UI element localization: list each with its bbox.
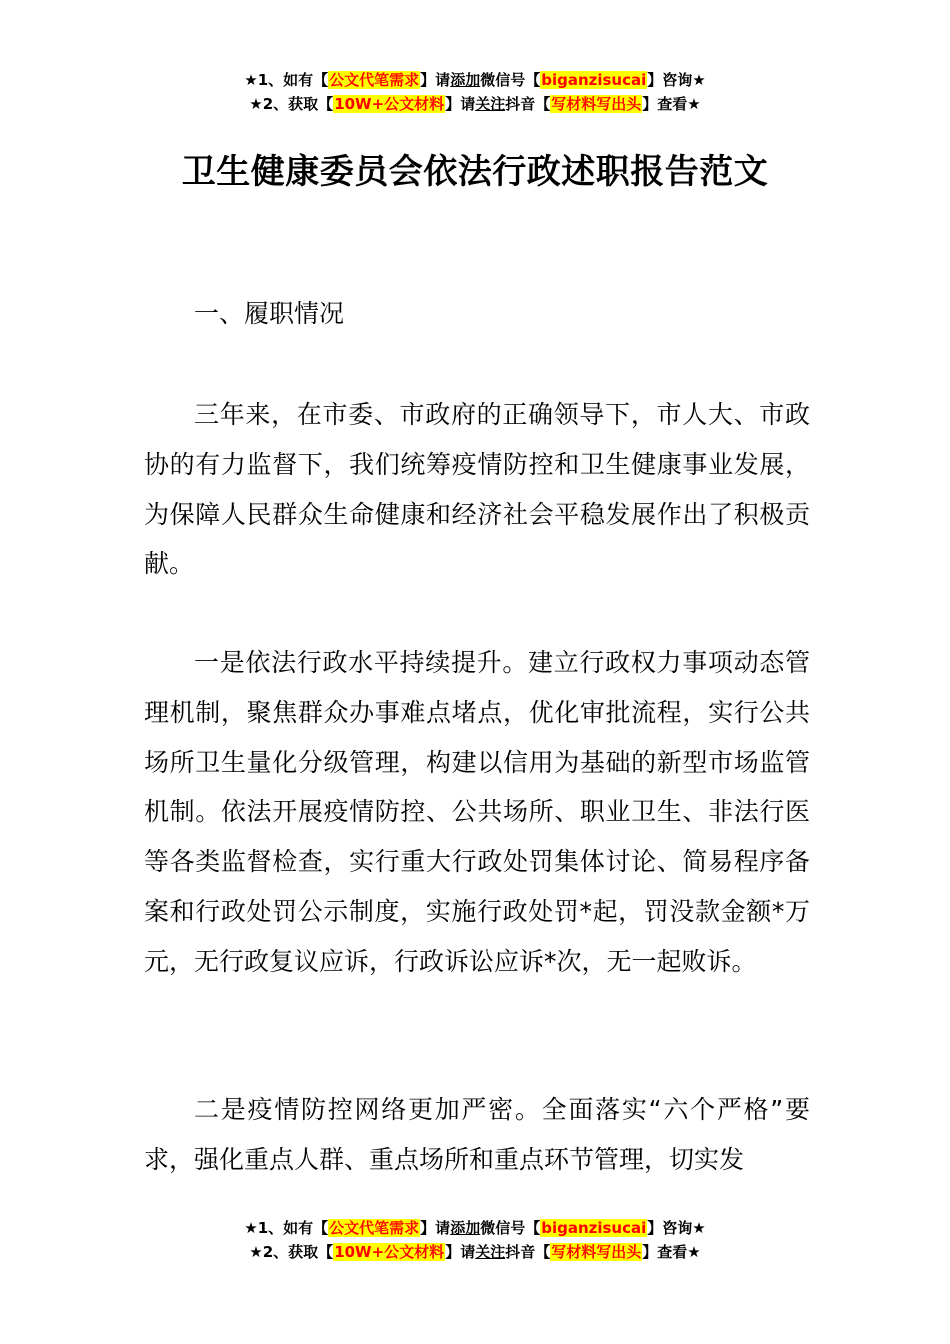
- banner-line-2: [0, 1240, 950, 1264]
- banner-text: ★1、如有【: [244, 1219, 329, 1237]
- banner-line-1: [0, 68, 950, 92]
- banner-text: 】咨询★: [647, 71, 706, 89]
- banner-text: ★2、获取【: [249, 1243, 334, 1261]
- banner-highlight: 10W+公文材料: [334, 1243, 445, 1261]
- banner-text: 微信号【: [480, 1219, 541, 1237]
- section-heading: 一、履职情况: [194, 299, 345, 328]
- banner-text: 】请: [420, 1219, 451, 1237]
- banner-highlight: 公文代笔需求: [329, 71, 420, 89]
- banner-text: ★2、获取【: [249, 95, 334, 113]
- banner-underlined-text: 关注: [475, 95, 506, 113]
- paragraph: 一是依法行政水平持续提升。建立行政权力事项动态管理机制，聚焦群众办事难点堵点，优化审批流程，实行公共场所卫生量化分级管理，构建以信用为基础的新型市场监管机制。依法开展疫情防控、公共场所、职业卫生、非法行医等各类监督检查，实行重大行政处罚集体讨论、简易程序备案和行政处罚公示制度，实施行政处罚*起，罚没款金额*万元，无行政复议应诉，行政诉讼应诉*次，无一起败诉。: [144, 648, 810, 976]
- banner-line-1: [0, 1216, 950, 1240]
- footer-banner: [0, 1216, 950, 1264]
- banner-text: 】请: [420, 71, 451, 89]
- banner-text: 微信号【: [480, 71, 541, 89]
- banner-text: 抖音【: [505, 1243, 551, 1261]
- banner-highlight: 10W+公文材料: [334, 95, 445, 113]
- banner-text: 】查看★: [642, 95, 701, 113]
- banner-line-2: [0, 92, 950, 116]
- banner-text: 】咨询★: [647, 1219, 706, 1237]
- banner-underlined-text: 添加: [450, 1219, 481, 1237]
- banner-underlined-text: 添加: [450, 71, 481, 89]
- banner-highlight: 公文代笔需求: [329, 1219, 420, 1237]
- paragraph: 三年来，在市委、市政府的正确领导下，市人大、市政协的有力监督下，我们统筹疫情防控和卫生健康事业发展，为保障人民群众生命健康和经济社会平稳发展作出了积极贡献。: [144, 400, 810, 579]
- header-banner: [0, 68, 950, 116]
- banner-text: 抖音【: [505, 95, 551, 113]
- banner-text: ★1、如有【: [244, 71, 329, 89]
- banner-wechat-id: biganzisucai: [541, 1219, 647, 1237]
- document-title: 卫生健康委员会依法行政述职报告范文: [181, 152, 769, 192]
- banner-text: 】请: [445, 95, 476, 113]
- banner-text: 】请: [445, 1243, 476, 1261]
- banner-douyin-id: 写材料写出头: [551, 1243, 642, 1261]
- banner-underlined-text: 关注: [475, 1243, 506, 1261]
- banner-douyin-id: 写材料写出头: [551, 95, 642, 113]
- banner-wechat-id: biganzisucai: [541, 71, 647, 89]
- banner-text: 】查看★: [642, 1243, 701, 1261]
- paragraph: 二是疫情防控网络更加严密。全面落实“六个严格”要求，强化重点人群、重点场所和重点环节管理，切实发: [144, 1095, 810, 1174]
